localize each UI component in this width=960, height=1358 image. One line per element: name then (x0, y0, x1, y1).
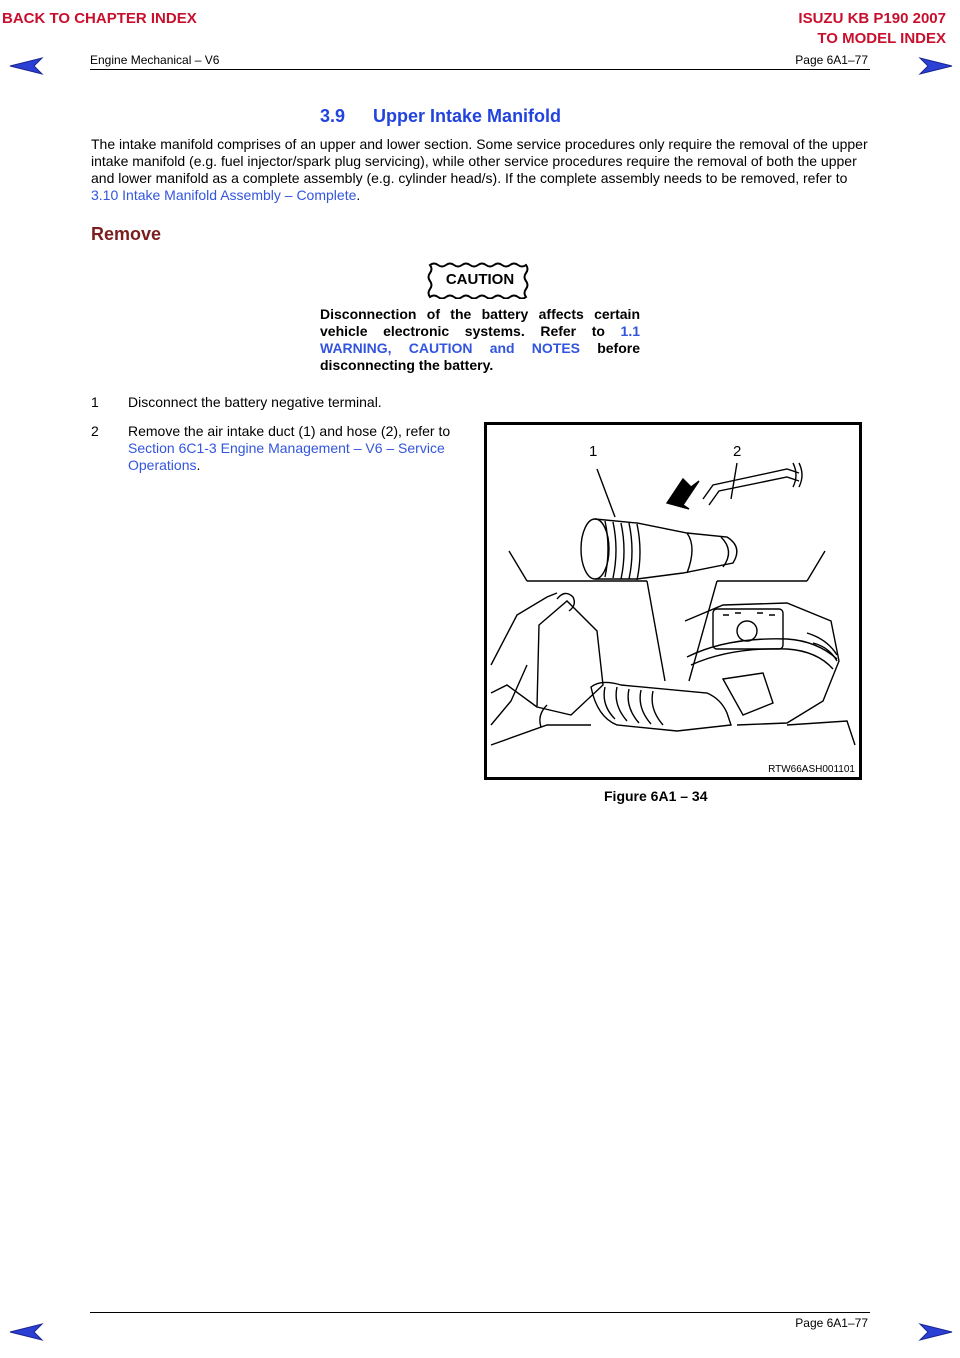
caution-label: CAUTION (445, 271, 515, 288)
model-title: ISUZU KB P190 2007 (798, 10, 946, 27)
header-chapter-title: Engine Mechanical – V6 (90, 53, 220, 67)
figure-code: RTW66ASH001101 (768, 764, 855, 775)
caution-text: Disconnection of the battery affects certain vehicle electronic systems. Refer to 1.1 WARNING, CAUTION and NOTES before disconnecting the battery. (320, 306, 640, 373)
section-title (320, 106, 561, 127)
step-1-text: Disconnect the battery negative terminal. (128, 394, 382, 410)
engine-illustration (487, 425, 859, 777)
to-model-index-link[interactable]: TO MODEL INDEX (817, 30, 946, 47)
figure-callout-2: 2 (733, 443, 742, 460)
step-2-text: Remove the air intake duct (1) and hose (2), refer to Section 6C1-3 Engine Management – V6 – Service Operations. (128, 423, 451, 473)
engine-management-v6-link[interactable]: Section 6C1-3 Engine Management – V6 – Service Operations (128, 440, 445, 473)
figure-6a1-34 (484, 422, 862, 780)
section-title-text: Upper Intake Manifold (373, 106, 562, 126)
intake-manifold-complete-link[interactable]: 3.10 Intake Manifold Assembly – Complete (91, 187, 357, 203)
previous-page-arrow-bottom-icon[interactable] (8, 1322, 44, 1342)
next-page-arrow-bottom-icon[interactable] (918, 1322, 954, 1342)
figure-callout-1: 1 (589, 443, 598, 460)
remove-heading: Remove (91, 224, 162, 244)
footer-divider (90, 1312, 870, 1313)
step-1-number: 1 (91, 394, 99, 410)
step-2-number: 2 (91, 423, 99, 439)
header-page-number: Page 6A1–77 (795, 53, 868, 67)
figure-caption: Figure 6A1 – 34 (604, 788, 708, 804)
intro-paragraph: The intake manifold comprises of an upper and lower section. Some service procedures only require the removal of the upper intake manifold (e.g. fuel injector/spark plug servicing), while other service procedures require the removal of both the upper and lower manifold as a complete assembly (e.g. cylinder head/s). If the complete assembly needs to be removed, refer to 3.10 Intake Manifold Assembly – Complete. (91, 136, 868, 203)
previous-page-arrow-icon[interactable] (8, 56, 44, 76)
next-page-arrow-icon[interactable] (918, 56, 954, 76)
warning-caution-notes-link[interactable]: 1.1 WARNING, CAUTION and NOTES (320, 323, 640, 356)
footer-page-number: Page 6A1–77 (795, 1316, 868, 1330)
header-divider (90, 69, 870, 70)
back-to-chapter-index-link[interactable]: BACK TO CHAPTER INDEX (2, 10, 197, 27)
section-number: 3.9 (320, 106, 346, 126)
